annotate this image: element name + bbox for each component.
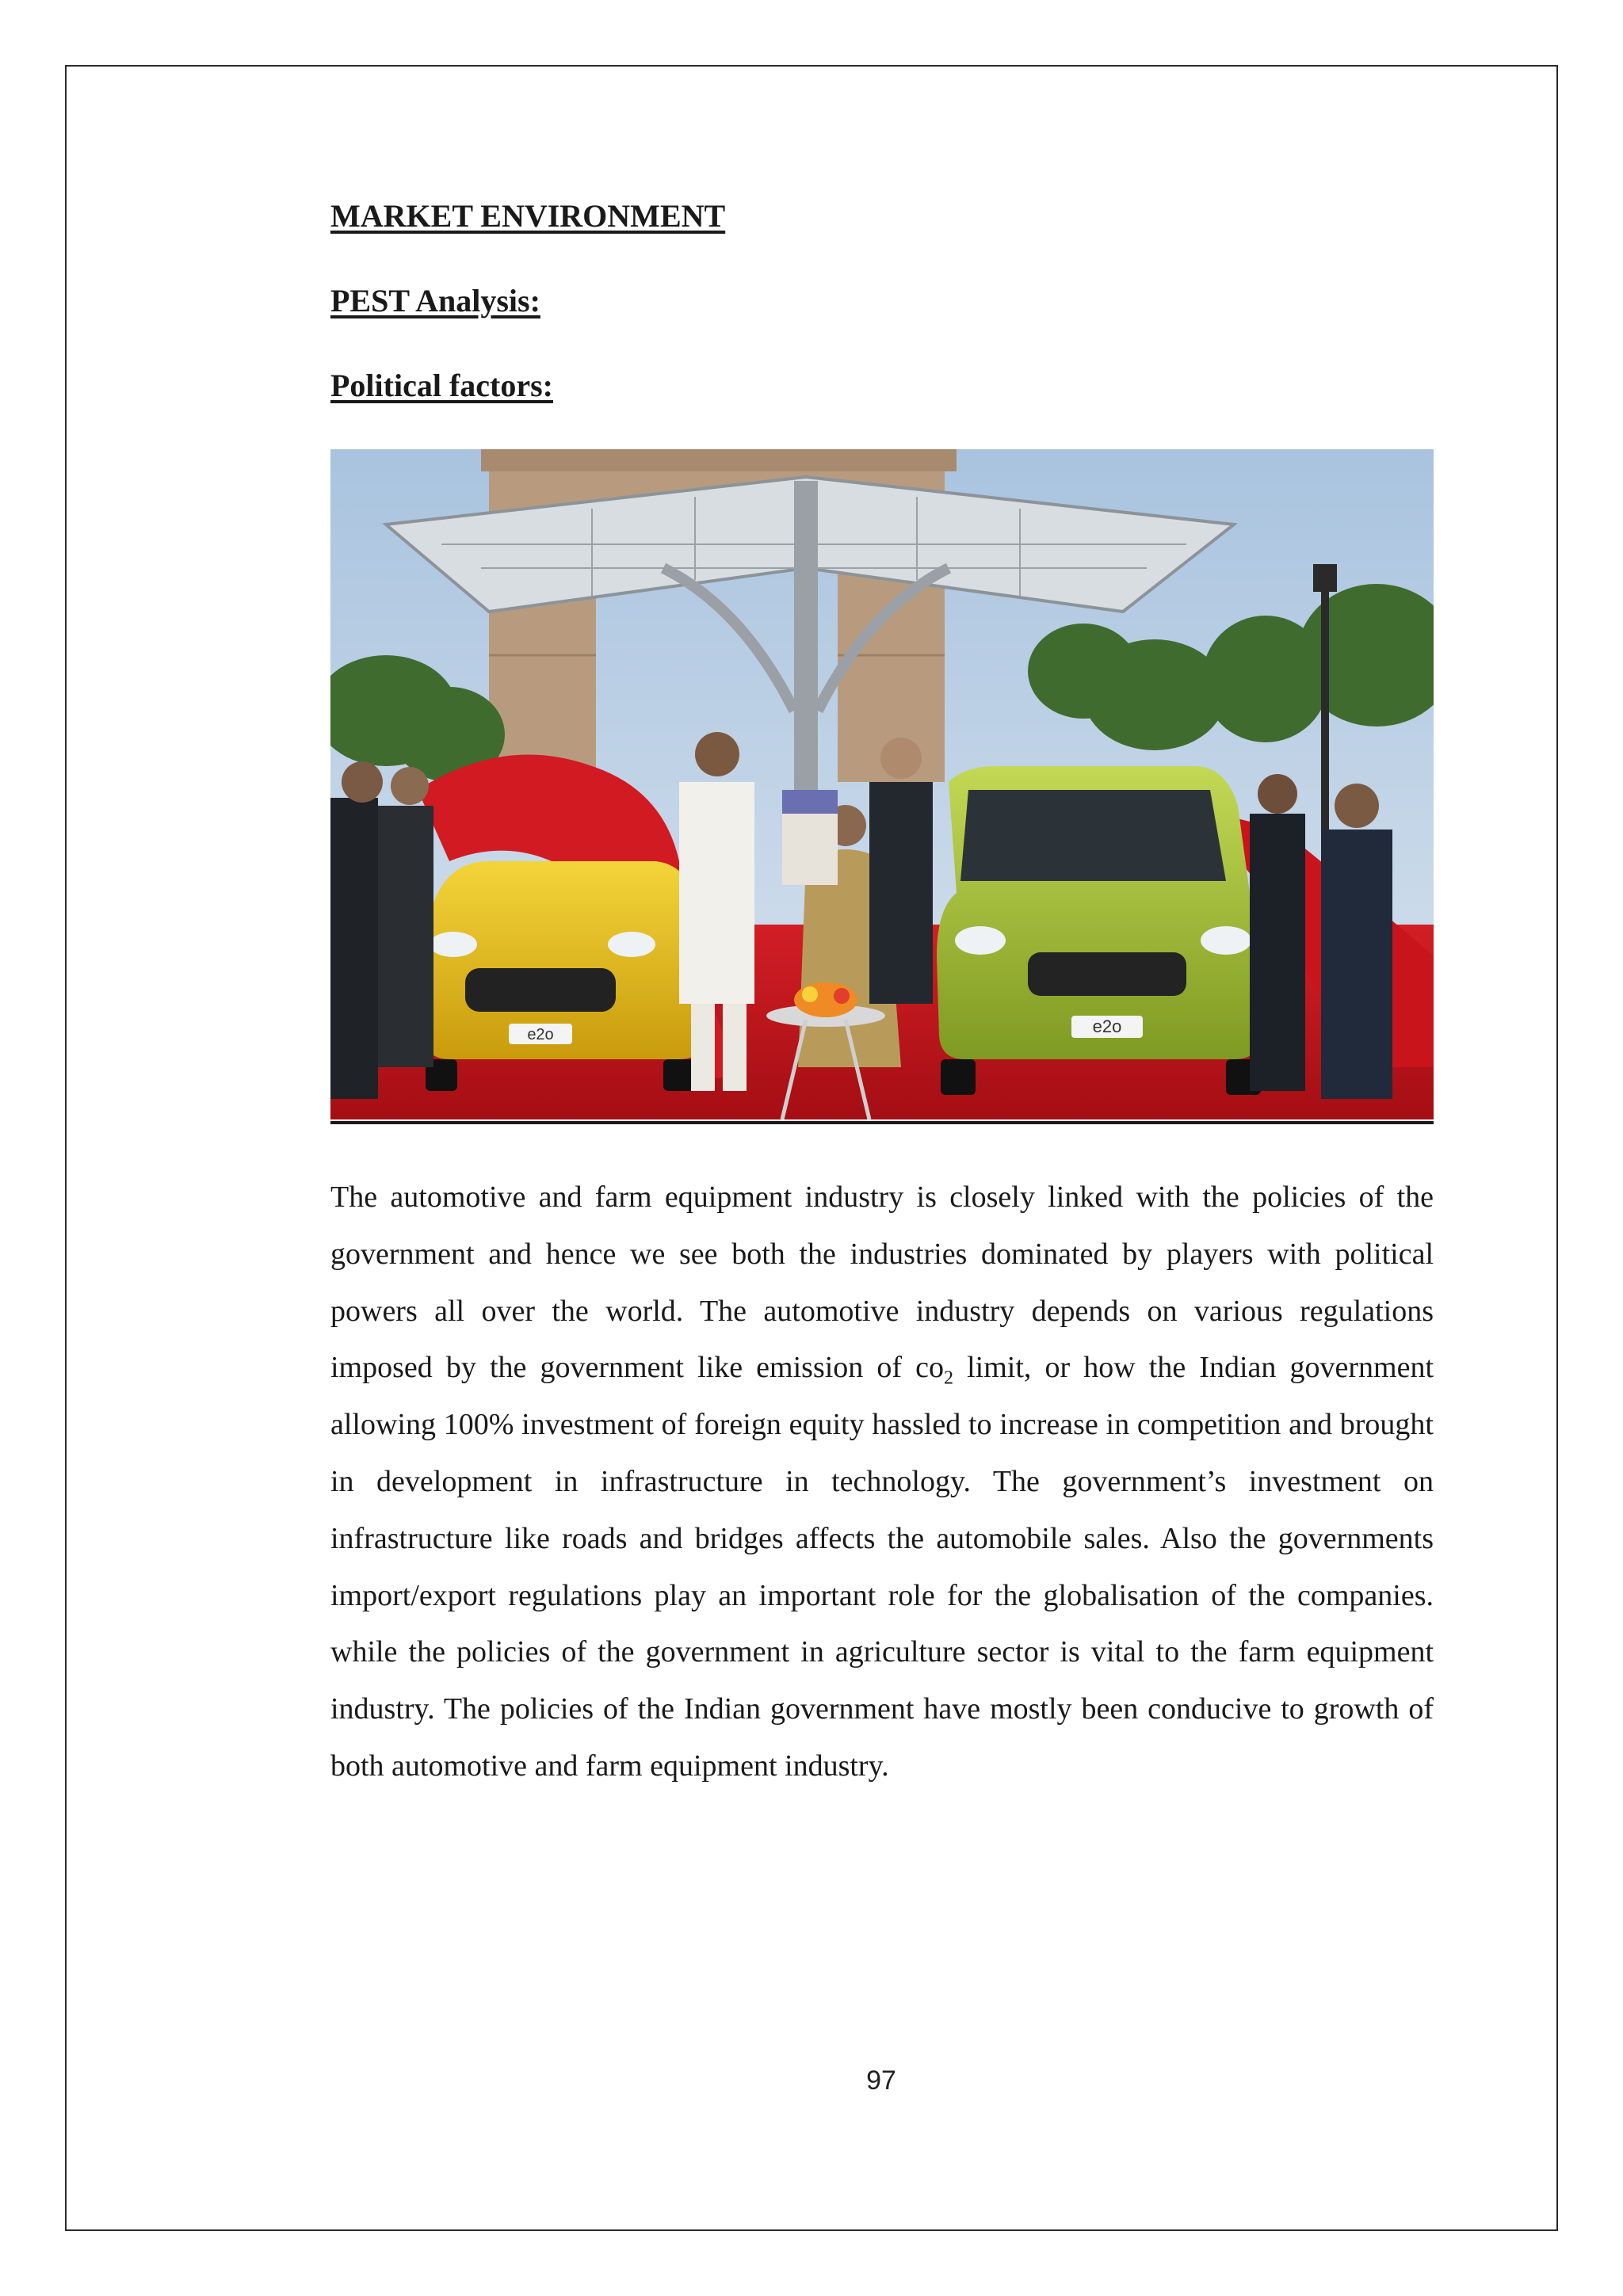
yellow-car-badge: e2o (527, 1026, 554, 1043)
political-factors-paragraph (330, 1169, 1434, 1795)
green-electric-car (937, 766, 1266, 1095)
section-heading-political-factors: Political factors: (330, 368, 553, 403)
green-car-badge: e2o (1092, 1016, 1122, 1036)
paragraph-text-part-2: limit, or how the Indian government allowing 100% investment of foreign equity hassled to increase in competition and brought in development in infrastructure in technology. The government’s investment on infrastructure like roads and bridges affects the automobile sales. Also the governments import/export regulations play an important role for the globalisation of the companies. while the policies of the government in agriculture sector is vital to the farm equipment industry. The policies of the Indian government have mostly been conducive to growth of both automotive and farm equipment industry. (330, 1351, 1434, 1783)
section-heading-pest-analysis: PEST Analysis: (330, 283, 540, 318)
electric-car-launch-photo (330, 449, 1434, 1119)
photo-bottom-rule (330, 1121, 1434, 1124)
co2-subscript: 2 (944, 1367, 954, 1389)
section-heading-market-environment: MARKET ENVIRONMENT (330, 198, 726, 234)
yellow-electric-car (424, 861, 703, 1091)
page-border (65, 65, 1558, 2231)
page-number: 97 (866, 2065, 896, 2096)
paragraph-text-part-1: The automotive and farm equipment industry is closely linked with the policies of the government and hence we see both the industries dominated by players with political powers all over the world. The automotive industry depends on various regulations imposed by the government like emission of co (330, 1180, 1434, 1385)
